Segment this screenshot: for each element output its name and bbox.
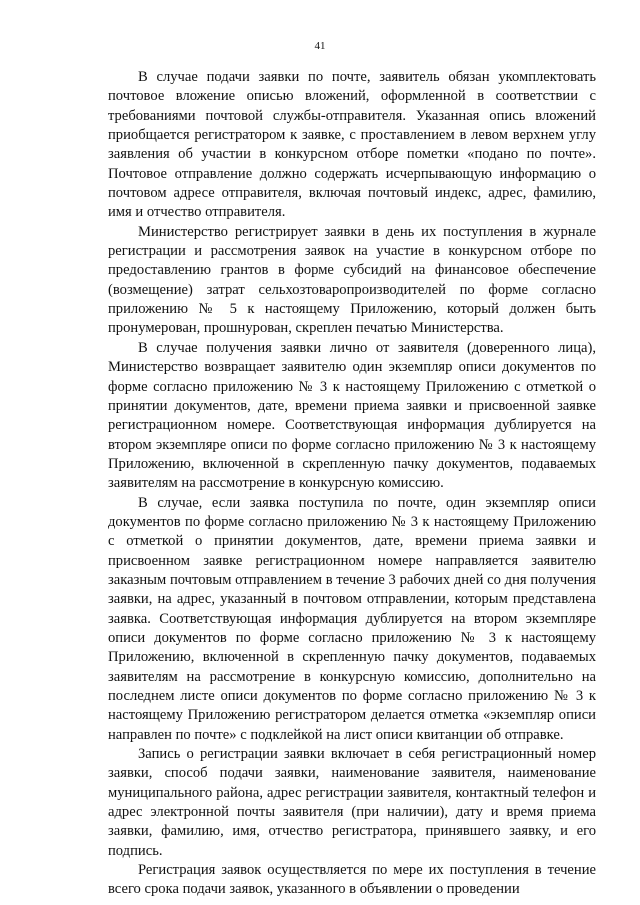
paragraph-personal-submission: В случае получения заявки лично от заявителя (доверенного лица), Министерство возвращает заявителю один экземпляр описи документов по форме согласно приложению № 3 к настоящему Приложению с отметкой о принятии документов, дате, времени приема заявки и присвоенной заявке регистрационном номере. Соответствующая информация дублируется на втором экземпляре описи по форме согласно приложению № 3 к настоящему Приложению, включенной в скрепленную пачку документов, подаваемых заявителям на рассмотрение в конкурсную комиссию.	[108, 339, 596, 492]
paragraph-registration-period: Регистрация заявок осуществляется по мере их поступления в течение всего срока подачи заявок, указанного в объявлении о проведении	[108, 862, 596, 898]
paragraph-registration-journal: Министерство регистрирует заявки в день их поступления в журнале регистрации и рассмотрения заявок на участие в конкурсном отборе по предоставлению грантов в форме субсидий на финансовое обеспечение (возмещение) затрат сельхозтоваропроизводителей по форме согласно приложению № 5 к настоящему Приложению, который должен быть пронумерован, прошнурован, скреплен печатью Министерства.	[108, 223, 596, 337]
paragraph-mail-submission: В случае подачи заявки по почте, заявитель обязан укомплектовать почтовое вложение описью вложений, оформленной в соответствии с требованиями почтовой службы-отправителя. Указанная опись вложений приобщается регистратором к заявке, с проставлением в левом верхнем углу заявления об участии в конкурсном отборе пометки «подано по почте». Почтовое отправление должно содержать исчерпывающую информацию о почтовом адресе отправителя, включая почтовый индекс, адрес, фамилию, имя и отчество отправителя.	[108, 69, 596, 221]
page-number: 41	[314, 40, 326, 52]
paragraph-registration-record: Запись о регистрации заявки включает в себя регистрационный номер заявки, способ подачи заявки, наименование заявителя, наименование муниципального района, адрес регистрации заявителя, контактный телефон и адрес электронной почты заявителя (при наличии), дату и время приема заявки, фамилию, имя, отчество регистратора, принявшего заявку, и его подпись.	[108, 746, 596, 859]
document-body	[108, 68, 596, 900]
paragraph-mail-receipt: В случае, если заявка поступила по почте, один экземпляр описи документов по форме согласно приложению № 3 к настоящему Приложению с отметкой о принятии документов, дате, времени приема заявки и присвоенном заявке регистрационном номере направляется заявителю заказным почтовым отправлением в течение 3 рабочих дней со дня получения заявки, на адрес, указанный в почтовом отправлении, которым представлена заявка. Соответствующая информация дублируется на втором экземпляре описи документов по форме согласно приложению № 3 к настоящему Приложению, включенной в скрепленную пачку документов, подаваемых заявителям на рассмотрение в конкурсную комиссию, дополнительно на последнем листе описи документов по форме согласно приложению № 3 к настоящему Приложению регистратором делается отметка «экземпляр описи направлен по почте» с подклейкой на лист описи квитанции об отправке.	[108, 494, 596, 743]
